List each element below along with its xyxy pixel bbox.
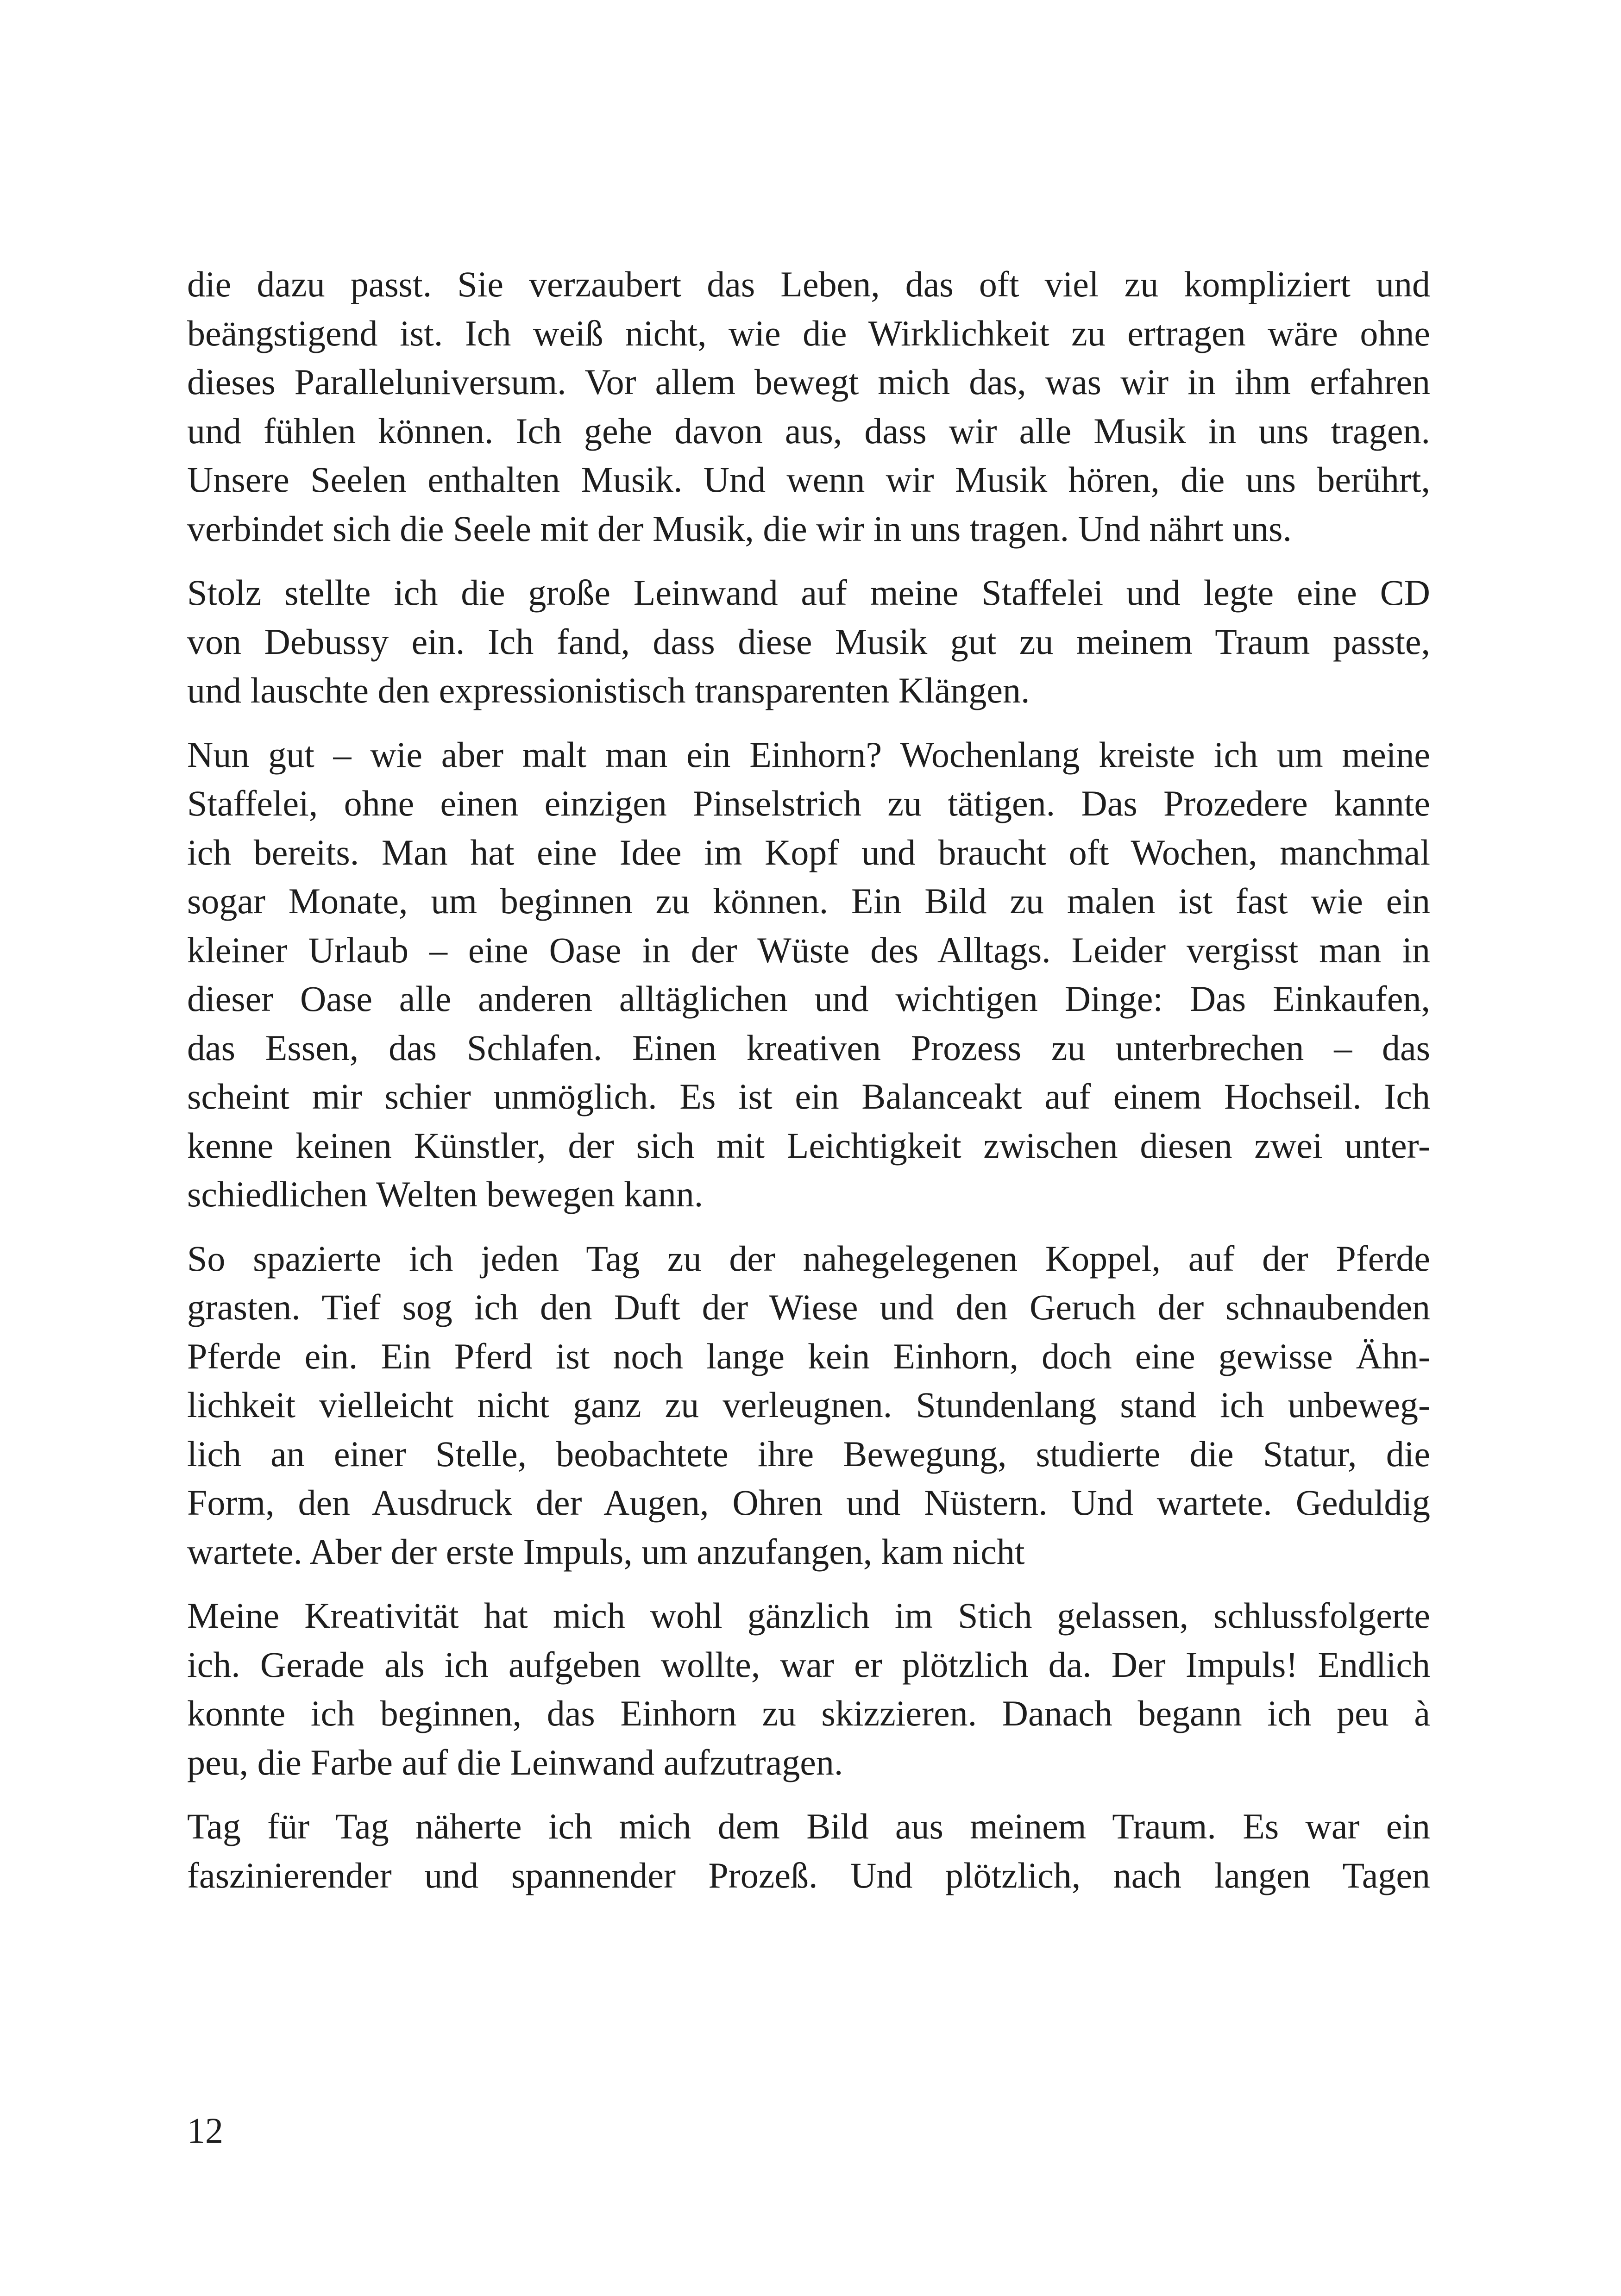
text-line: von Debussy ein. Ich fand, dass diese Musik gut zu meinem Traum passte, (187, 621, 1430, 662)
text-line: schiedlichen Welten bewegen kann. (187, 1174, 704, 1214)
text-line: kleiner Urlaub – eine Oase in der Wüste des Alltags. Leider vergisst man in (187, 929, 1430, 970)
text-line: grasten. Tief sog ich den Duft der Wiese und den Geruch der schnaubenden (187, 1287, 1430, 1327)
text-line: wartete. Aber der erste Impuls, um anzufangen, kam nicht (187, 1531, 1025, 1572)
page-number: 12 (187, 2110, 223, 2151)
text-line: So spazierte ich jeden Tag zu der nahegelegenen Koppel, auf der Pferde (187, 1238, 1430, 1279)
text-line: und fühlen können. Ich gehe davon aus, dass wir alle Musik in uns tragen. (187, 410, 1430, 451)
text-line: Meine Kreativität hat mich wohl gänzlich im Stich gelassen, schlussfolgerte (187, 1595, 1430, 1636)
paragraph (187, 730, 1430, 1219)
text-line: lich an einer Stelle, beobachtete ihre Bewegung, studierte die Statur, die (187, 1433, 1430, 1474)
paragraph (187, 1591, 1430, 1787)
text-line: die dazu passt. Sie verzaubert das Leben, das oft viel zu kompliziert und (187, 264, 1430, 304)
text-line: beängstigend ist. Ich weiß nicht, wie die Wirklichkeit zu ertragen wäre ohne (187, 313, 1430, 353)
text-line: kenne keinen Künstler, der sich mit Leichtigkeit zwischen diesen zwei unter- (187, 1125, 1430, 1166)
paragraph (187, 1234, 1430, 1576)
text-line: Nun gut – wie aber malt man ein Einhorn? Wochenlang kreiste ich um meine (187, 734, 1430, 775)
text-line: und lauschte den expressionistisch transparenten Klängen. (187, 670, 1030, 710)
text-line: faszinierender und spannender Prozeß. Und plötzlich, nach langen Tagen (187, 1855, 1430, 1895)
text-line: das Essen, das Schlafen. Einen kreativen Prozess zu unterbrechen – das (187, 1027, 1430, 1068)
text-line: Form, den Ausdruck der Augen, Ohren und Nüstern. Und wartete. Geduldig (187, 1482, 1430, 1523)
paragraph (187, 568, 1430, 715)
text-line: dieses Paralleluniversum. Vor allem bewegt mich das, was wir in ihm erfahren (187, 362, 1430, 402)
paragraph (187, 260, 1430, 553)
text-line: Stolz stellte ich die große Leinwand auf meine Staffelei und legte eine CD (187, 572, 1430, 613)
text-line: scheint mir schier unmöglich. Es ist ein Balanceakt auf einem Hochseil. Ich (187, 1076, 1430, 1117)
text-line: peu, die Farbe auf die Leinwand aufzutragen. (187, 1742, 843, 1782)
text-line: Unsere Seelen enthalten Musik. Und wenn wir Musik hören, die uns berührt, (187, 459, 1430, 500)
text-line: verbindet sich die Seele mit der Musik, die wir in uns tragen. Und nährt uns. (187, 508, 1292, 549)
text-line: konnte ich beginnen, das Einhorn zu skizzieren. Danach begann ich peu à (187, 1693, 1430, 1733)
paragraph (187, 1802, 1430, 1900)
text-line: Pferde ein. Ein Pferd ist noch lange kein Einhorn, doch eine gewisse Ähn- (187, 1336, 1430, 1376)
text-line: dieser Oase alle anderen alltäglichen und wichtigen Dinge: Das Einkaufen, (187, 979, 1430, 1019)
text-line: ich. Gerade als ich aufgeben wollte, war er plötzlich da. Der Impuls! Endlich (187, 1644, 1430, 1685)
text-line: sogar Monate, um beginnen zu können. Ein Bild zu malen ist fast wie ein (187, 881, 1430, 921)
text-line: ich bereits. Man hat eine Idee im Kopf und braucht oft Wochen, manchmal (187, 832, 1430, 872)
text-line: lichkeit vielleicht nicht ganz zu verleugnen. Stundenlang stand ich unbeweg- (187, 1385, 1430, 1425)
text-line: Staffelei, ohne einen einzigen Pinselstrich zu tätigen. Das Prozedere kannte (187, 783, 1430, 823)
text-line: Tag für Tag näherte ich mich dem Bild aus meinem Traum. Es war ein (187, 1806, 1430, 1846)
body-text (187, 260, 1430, 1915)
